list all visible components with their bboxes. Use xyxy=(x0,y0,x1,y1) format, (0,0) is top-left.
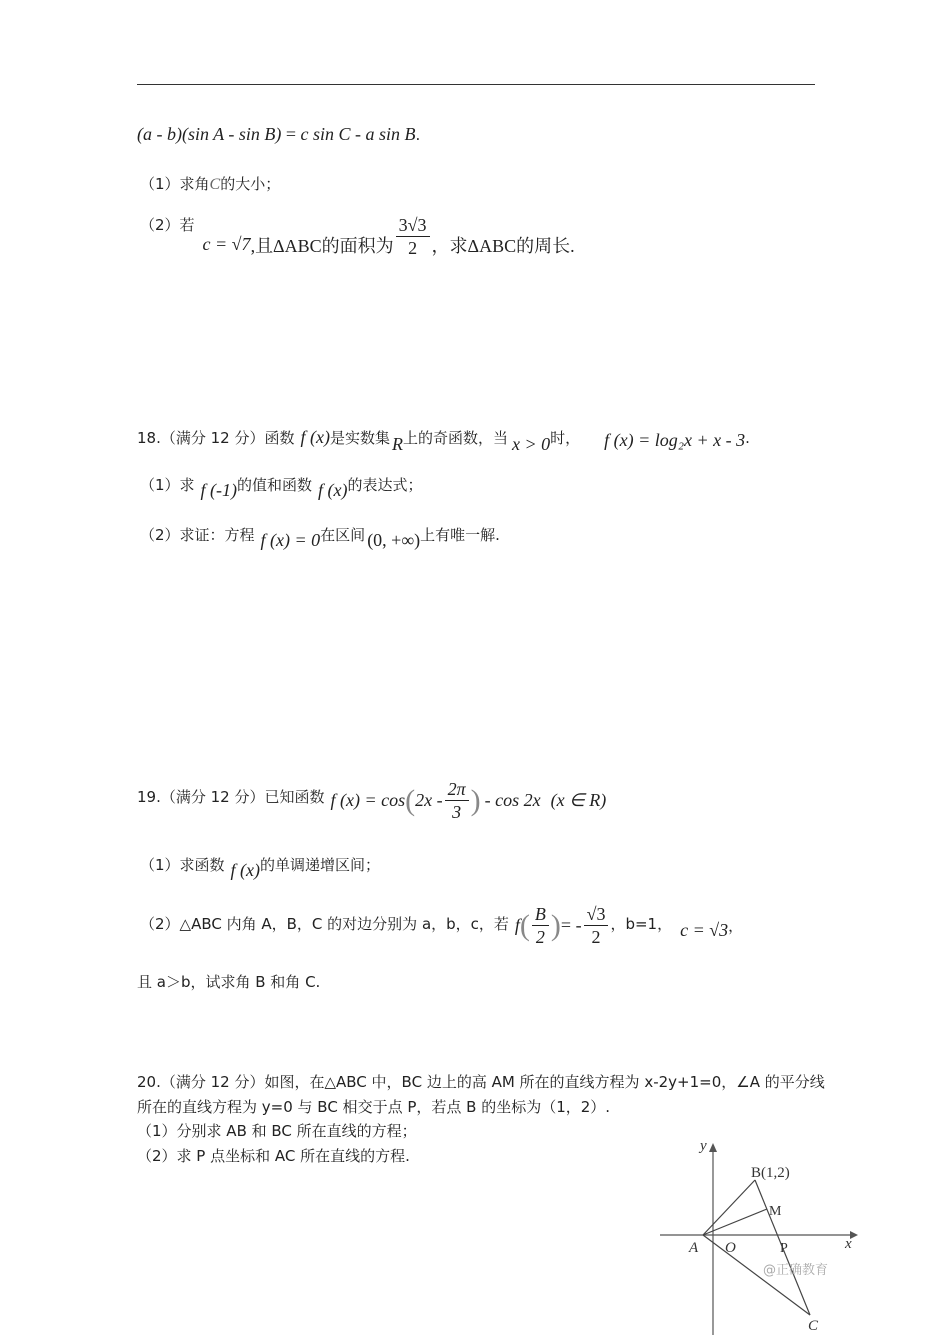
q20-part1: （1）分别求 AB 和 BC 所在直线的方程； xyxy=(137,1122,417,1140)
q20-line2: 所在的直线方程为 y=0 与 BC 相交于点 P，若点 B 的坐标为（1，2）. xyxy=(137,1098,611,1116)
point-b-label: B(1,2) xyxy=(751,1165,790,1181)
segment-ab xyxy=(703,1180,755,1235)
q19-part2: （2）△ABC 内角 A，B，C 的对边分别为 a，b，c，若 f ( $\frac{B}{2}$ ) = - $\frac{√3}{2}$ ，b=1， c = √3 ， xyxy=(140,904,744,947)
q17-part1: （1）求角C的大小； xyxy=(140,175,281,193)
q19-part2-line2: 且 a＞b，试求角 B 和角 C. xyxy=(137,973,321,991)
origin-label: O xyxy=(725,1240,736,1256)
point-p-label: P xyxy=(780,1241,788,1256)
q19-value-fraction: $\frac{√3}{2}$ xyxy=(584,903,609,948)
watermark: @正确教育 xyxy=(763,1263,829,1278)
q18-stem: 18.（满分 12 分）函数 f (x) 是实数集 R 上的奇函数，当 x > 0 时， f (x) = log₂x + x - 3 . xyxy=(137,427,750,454)
y-axis-arrow xyxy=(709,1143,717,1152)
y-axis-label: y xyxy=(700,1138,707,1154)
q20-part2: （2）求 P 点坐标和 AC 所在直线的方程. xyxy=(137,1147,410,1165)
point-c-label: C xyxy=(808,1318,819,1334)
point-a-label: A xyxy=(689,1240,699,1256)
x-axis-label: x xyxy=(845,1236,852,1252)
q18-part2: （2）求证：方程 f (x) = 0 在区间 (0, +∞) 上有唯一解. xyxy=(140,526,500,550)
q18-part1: （1）求 f (-1) 的值和函数 f (x) 的表达式； xyxy=(140,476,423,500)
triangle-figure xyxy=(655,1130,865,1340)
q19-stem: 19.（满分 12 分）已知函数 f (x) = cos ( 2x - $\frac{2\pi}{3}$ ) - cos 2x (x ∈ R) xyxy=(137,779,607,822)
q19-b-half-fraction: $\frac{B}{2}$ xyxy=(532,903,549,948)
q20-line1: 20.（满分 12 分）如图，在△ABC 中，BC 边上的高 AM 所在的直线方程为 x-2y+1=0，∠A 的平分线 xyxy=(137,1073,825,1091)
point-m-label: M xyxy=(769,1204,782,1219)
q19-fraction: $\frac{2\pi}{3}$ xyxy=(445,778,469,823)
area-fraction: $\frac{3√3}{2}$ xyxy=(396,214,430,259)
header-rule xyxy=(137,84,815,85)
q17-equation: (a - b)(sin A - sin B) = c sin C - a sin B. xyxy=(137,124,421,144)
q19-part1: （1）求函数 f (x) 的单调递增区间； xyxy=(140,856,381,880)
q17-part2: （2）若 c = √7 ,且ΔABC的面积为 $\frac{3√3}{2}$ ，求ΔABC的周长. xyxy=(140,215,575,258)
